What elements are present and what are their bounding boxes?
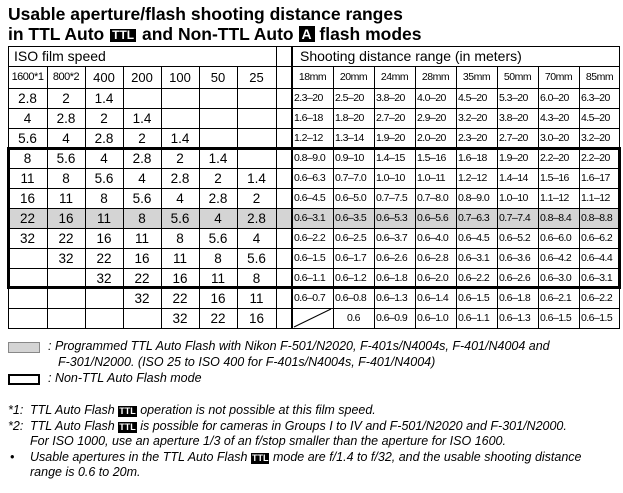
aperture-cell: 8 — [23, 150, 32, 166]
distance-cell: 1.0–11 — [417, 172, 446, 184]
distance-cell: 0.6–4.5 — [294, 192, 326, 204]
focal-length-header: 70mm — [544, 71, 573, 83]
legend-gray-text-1: : Programmed TTL Auto Flash with Nikon F-501/N2020, F-401s/N4004s, F-401/N4004 and — [48, 339, 550, 353]
focal-length-header: 85mm — [585, 71, 614, 83]
distance-cell: 1.2–12 — [458, 172, 487, 184]
aperture-cell: 32 — [19, 230, 36, 246]
distance-cell: 2.3–20 — [294, 92, 323, 104]
distance-cell: 0.6–2.6 — [376, 252, 408, 264]
distance-cell: 0.6–1.4 — [417, 292, 449, 304]
distance-cell: 0.6–2.2 — [294, 232, 326, 244]
aperture-cell: 32 — [134, 290, 150, 306]
note-3-bullet-icon: • — [10, 449, 15, 464]
aperture-cell: 1.4 — [94, 90, 114, 106]
distance-cell: 0.6–6.0 — [540, 232, 572, 244]
legend-gray — [8, 339, 620, 370]
distance-cell: 0.8–9.0 — [458, 192, 490, 204]
aperture-cell: 22 — [58, 230, 74, 246]
distance-cell: 0.6 — [347, 312, 360, 324]
distance-cell: 1.2–12 — [294, 132, 323, 144]
note-3-pre: Usable apertures in the TTL Auto Flash — [30, 449, 248, 464]
distance-cell: 0.6–2.6 — [499, 272, 531, 284]
distance-cell: 0.6–1.8 — [499, 292, 531, 304]
notes — [8, 403, 620, 481]
distance-cell: 0.6–1.3 — [499, 312, 531, 324]
distance-cell: 0.6–4.0 — [417, 232, 449, 244]
distance-cell: 1.5–16 — [540, 172, 569, 184]
distance-cell: 3.2–20 — [458, 112, 487, 124]
distance-cell: 1.3–14 — [335, 132, 364, 144]
distance-cell: 0.8–8.4 — [540, 212, 572, 224]
ttl-badge-icon: TTL — [251, 452, 269, 463]
distance-cell: 1.4–14 — [499, 172, 528, 184]
title-line-1: Usable aperture/flash shooting distance ranges — [8, 4, 403, 24]
aperture-cell: 8 — [138, 210, 146, 226]
distance-cell: 0.6–0.9 — [376, 312, 408, 324]
distance-cell: 0.7–8.0 — [417, 192, 449, 204]
note-2-mark: *2: — [8, 418, 24, 433]
distance-cell: 0.9–10 — [335, 152, 364, 164]
distance-cell: 0.6–5.0 — [335, 192, 367, 204]
aperture-cell: 16 — [134, 250, 150, 266]
distance-cell: 2.2–20 — [581, 152, 610, 164]
distance-cell: 1.1–12 — [540, 192, 569, 204]
legend-gray-text-2: F-301/N2000. (ISO 25 to ISO 400 for F-401s/N4004s, F-401/N4004) — [58, 354, 436, 369]
distance-cell: 2.9–20 — [417, 112, 446, 124]
distance-cell: 0.6–1.7 — [335, 252, 367, 264]
title-line-2-pre: in TTL Auto — [8, 24, 105, 44]
distance-cell: 0.6–3.1 — [294, 212, 326, 224]
ttl-badge-icon: TTL — [112, 28, 135, 42]
distance-cell: 1.6–18 — [294, 112, 323, 124]
distance-cell: 0.6–1.1 — [294, 272, 326, 284]
aperture-cell: 5.6 — [18, 130, 37, 146]
aperture-cell: 4 — [138, 170, 146, 186]
iso-col-header: 25 — [249, 69, 264, 85]
aperture-cell: 8 — [100, 190, 108, 206]
distance-cell: 1.9–20 — [376, 132, 405, 144]
distance-cell: 6.3–20 — [581, 92, 610, 104]
title-line-2 — [8, 24, 618, 44]
aperture-cell: 22 — [134, 270, 150, 286]
aperture-cell: 2 — [214, 170, 222, 186]
distance-cell: 0.6–1.3 — [376, 292, 408, 304]
distance-cell: 4.0–20 — [417, 92, 446, 104]
iso-col-header: 100 — [169, 69, 191, 85]
distance-cell: 4.3–20 — [540, 112, 569, 124]
distance-cell: 0.6–0.7 — [294, 292, 326, 304]
distance-cell: 0.7–7.5 — [376, 192, 408, 204]
aperture-cell: 22 — [96, 250, 112, 266]
aperture-cell: 8 — [252, 270, 261, 286]
iso-col-header: 50 — [210, 69, 226, 85]
distance-cell: 1.8–20 — [335, 112, 364, 124]
focal-length-header: 20mm — [339, 71, 368, 83]
distance-cell: 0.6–3.5 — [335, 212, 367, 224]
aperture-cell: 8 — [62, 170, 70, 186]
note-3-post: mode are f/1.4 to f/32, and the usable shooting distance — [272, 449, 582, 464]
distance-cell: 0.8–9.0 — [294, 152, 326, 164]
distance-cell: 0.6–1.8 — [376, 272, 408, 284]
distance-cell: 0.6–2.5 — [335, 232, 367, 244]
ttl-badge-icon: TTL — [119, 421, 136, 432]
diagonal-line — [294, 309, 331, 327]
gray-swatch-icon — [8, 342, 40, 353]
note-3 — [8, 450, 620, 481]
aperture-cell: 16 — [172, 270, 188, 286]
aperture-distance-table — [8, 46, 620, 330]
aperture-cell: 1.4 — [247, 170, 266, 186]
aperture-cell: 16 — [96, 230, 112, 246]
note-3-line-2: range is 0.6 to 20m. — [30, 465, 141, 479]
aperture-cell: 16 — [248, 310, 265, 326]
distance-cell: 2.5–20 — [335, 92, 364, 104]
distance-cell: 0.6–4.2 — [540, 252, 572, 264]
distance-cell: 0.6–4.5 — [458, 232, 490, 244]
aperture-cell: 11 — [96, 210, 111, 226]
aperture-cell: 2 — [138, 130, 146, 146]
title-line-2-post: flash modes — [319, 24, 422, 44]
distance-cell: 0.7–6.3 — [458, 212, 490, 224]
aperture-cell: 22 — [19, 210, 36, 226]
distance-cell: 0.6–1.5 — [581, 312, 613, 324]
distance-cell: 0.6–3.6 — [499, 252, 531, 264]
distance-cell: 0.6–5.3 — [376, 212, 408, 224]
aperture-cell: 11 — [210, 270, 225, 286]
distance-cell: 0.6–4.4 — [581, 252, 613, 264]
iso-col-header: 1600*1 — [11, 71, 44, 83]
distance-cell: 0.6–2.0 — [417, 272, 449, 284]
note-1-post: operation is not possible at this film speed. — [140, 403, 376, 417]
distance-cell: 0.6–5.2 — [499, 232, 531, 244]
distance-cell: 1.9–20 — [499, 152, 528, 164]
shooting-header: Shooting distance range (in meters) — [300, 48, 522, 64]
note-2 — [8, 419, 620, 450]
focal-length-header: 50mm — [503, 71, 532, 83]
iso-col-header: 400 — [93, 69, 115, 85]
distance-cell: 0.6–3.1 — [581, 272, 613, 284]
distance-cell: 1.5–16 — [417, 152, 446, 164]
aperture-cell: 2.8 — [56, 110, 76, 126]
aperture-cell: 2.8 — [208, 190, 228, 206]
distance-cell: 1.6–18 — [458, 152, 487, 164]
distance-cell: 0.6–1.2 — [335, 272, 367, 284]
aperture-cell: 2 — [62, 90, 70, 106]
distance-cell: 0.6–1.5 — [540, 312, 572, 324]
distance-cell: 0.7–7.0 — [335, 172, 367, 184]
distance-cell: 6.0–20 — [540, 92, 569, 104]
aperture-cell: 4 — [252, 230, 261, 246]
distance-cell: 1.4–15 — [376, 152, 405, 164]
aperture-cell: 2.8 — [94, 130, 114, 146]
aperture-cell: 22 — [172, 290, 188, 306]
distance-cell: 1.0–10 — [376, 172, 405, 184]
aperture-cell: 4 — [214, 210, 222, 226]
legend — [8, 339, 620, 387]
ttl-badge-icon: TTL — [119, 406, 136, 416]
note-2-pre: TTL Auto Flash — [30, 418, 115, 433]
aperture-cell: 2.8 — [18, 90, 37, 106]
note-1-mark: *1: — [8, 403, 24, 417]
legend-box — [8, 371, 620, 387]
distance-cell: 0.7–7.4 — [499, 212, 531, 224]
aperture-cell: 4 — [23, 110, 32, 126]
distance-cell: 1.0–10 — [499, 192, 528, 204]
auto-a-badge-icon: A — [299, 26, 315, 42]
note-2-line-2: For ISO 1000, use an aperture 1/3 of an f/stop smaller than the aperture for ISO 1600. — [30, 434, 506, 448]
distance-cell: 2.2–20 — [540, 152, 569, 164]
aperture-cell: 5.6 — [247, 250, 266, 266]
distance-cell: 0.6–2.8 — [417, 252, 449, 264]
distance-cell: 3.8–20 — [499, 112, 528, 124]
distance-cell: 0.6–1.5 — [294, 252, 326, 264]
aperture-cell: 2.8 — [170, 170, 190, 186]
distance-cell: 0.6–3.7 — [376, 232, 408, 244]
aperture-cell: 32 — [172, 310, 188, 326]
aperture-cell: 2 — [176, 150, 184, 166]
aperture-cell: 2.8 — [132, 150, 152, 166]
distance-cell: 0.6–1.5 — [458, 292, 490, 304]
aperture-cell: 16 — [58, 210, 74, 226]
thick-box-swatch-icon — [8, 374, 40, 385]
aperture-cell: 1.4 — [132, 110, 152, 126]
aperture-cell: 11 — [172, 250, 187, 266]
aperture-cell: 5.6 — [208, 230, 228, 246]
aperture-cell: 4 — [176, 190, 184, 206]
aperture-cell: 2 — [100, 110, 108, 126]
distance-cell: 2.7–20 — [376, 112, 405, 124]
legend-box-text: : Non-TTL Auto Flash mode — [48, 371, 202, 385]
iso-col-header: 800*2 — [52, 71, 80, 83]
focal-length-header: 18mm — [298, 71, 327, 83]
distance-cell: 3.8–20 — [376, 92, 405, 104]
distance-cell: 1.6–17 — [581, 172, 610, 184]
distance-cell: 4.5–20 — [581, 112, 610, 124]
distance-cell: 3.0–20 — [540, 132, 569, 144]
distance-cell: 0.6–2.2 — [581, 292, 613, 304]
distance-cell: 1.1–12 — [581, 192, 610, 204]
focal-length-header: 28mm — [421, 71, 450, 83]
aperture-cell: 4 — [100, 150, 108, 166]
distance-cell: 0.6–3.1 — [458, 252, 490, 264]
focal-length-header: 24mm — [380, 71, 409, 83]
aperture-cell: 5.6 — [170, 210, 190, 226]
iso-col-header: 200 — [131, 69, 153, 85]
iso-header: ISO film speed — [14, 48, 106, 64]
aperture-cell: 22 — [210, 310, 226, 326]
distance-cell: 0.6–6.3 — [294, 172, 326, 184]
distance-cell: 0.6–5.6 — [417, 212, 449, 224]
distance-cell: 0.6–6.2 — [581, 232, 613, 244]
aperture-cell: 11 — [20, 170, 35, 186]
empty-cell-slash-icon — [8, 46, 620, 330]
page-title — [8, 4, 618, 44]
aperture-cell: 4 — [62, 130, 70, 146]
aperture-cell: 5.6 — [94, 170, 114, 186]
distance-cell: 0.6–3.0 — [540, 272, 572, 284]
aperture-cell: 11 — [58, 190, 73, 206]
distance-cell: 0.6–1.0 — [417, 312, 449, 324]
aperture-cell: 8 — [214, 250, 222, 266]
distance-cell: 0.6–2.1 — [540, 292, 572, 304]
distance-cell: 2.0–20 — [417, 132, 446, 144]
aperture-cell: 11 — [134, 230, 149, 246]
aperture-cell: 16 — [210, 290, 226, 306]
focal-length-header: 35mm — [462, 71, 491, 83]
title-line-2-mid: and Non-TTL Auto — [141, 24, 294, 44]
note-1-pre: TTL Auto Flash — [30, 403, 115, 417]
aperture-cell: 5.6 — [132, 190, 152, 206]
distance-cell: 2.3–20 — [458, 132, 487, 144]
distance-cell: 0.6–1.1 — [458, 312, 490, 324]
aperture-cell: 32 — [96, 270, 112, 286]
note-1 — [8, 403, 620, 419]
aperture-cell: 1.4 — [170, 130, 190, 146]
aperture-cell: 16 — [19, 190, 36, 206]
distance-cell: 0.6–0.8 — [335, 292, 367, 304]
aperture-cell: 2 — [252, 190, 261, 206]
distance-cell: 4.5–20 — [458, 92, 487, 104]
distance-cell: 0.8–8.8 — [581, 212, 613, 224]
distance-cell: 2.7–20 — [499, 132, 528, 144]
distance-cell: 3.2–20 — [581, 132, 610, 144]
aperture-cell: 32 — [58, 250, 74, 266]
note-2-post: is possible for cameras in Groups I to IV and F-501/N2020 and F-301/N2000. — [140, 418, 567, 433]
distance-cell: 5.3–20 — [499, 92, 528, 104]
aperture-cell: 8 — [176, 230, 184, 246]
aperture-cell: 5.6 — [56, 150, 76, 166]
aperture-cell: 1.4 — [208, 150, 228, 166]
aperture-cell: 11 — [249, 290, 264, 306]
distance-cell: 0.6–2.2 — [458, 272, 490, 284]
aperture-cell: 2.8 — [247, 210, 266, 226]
